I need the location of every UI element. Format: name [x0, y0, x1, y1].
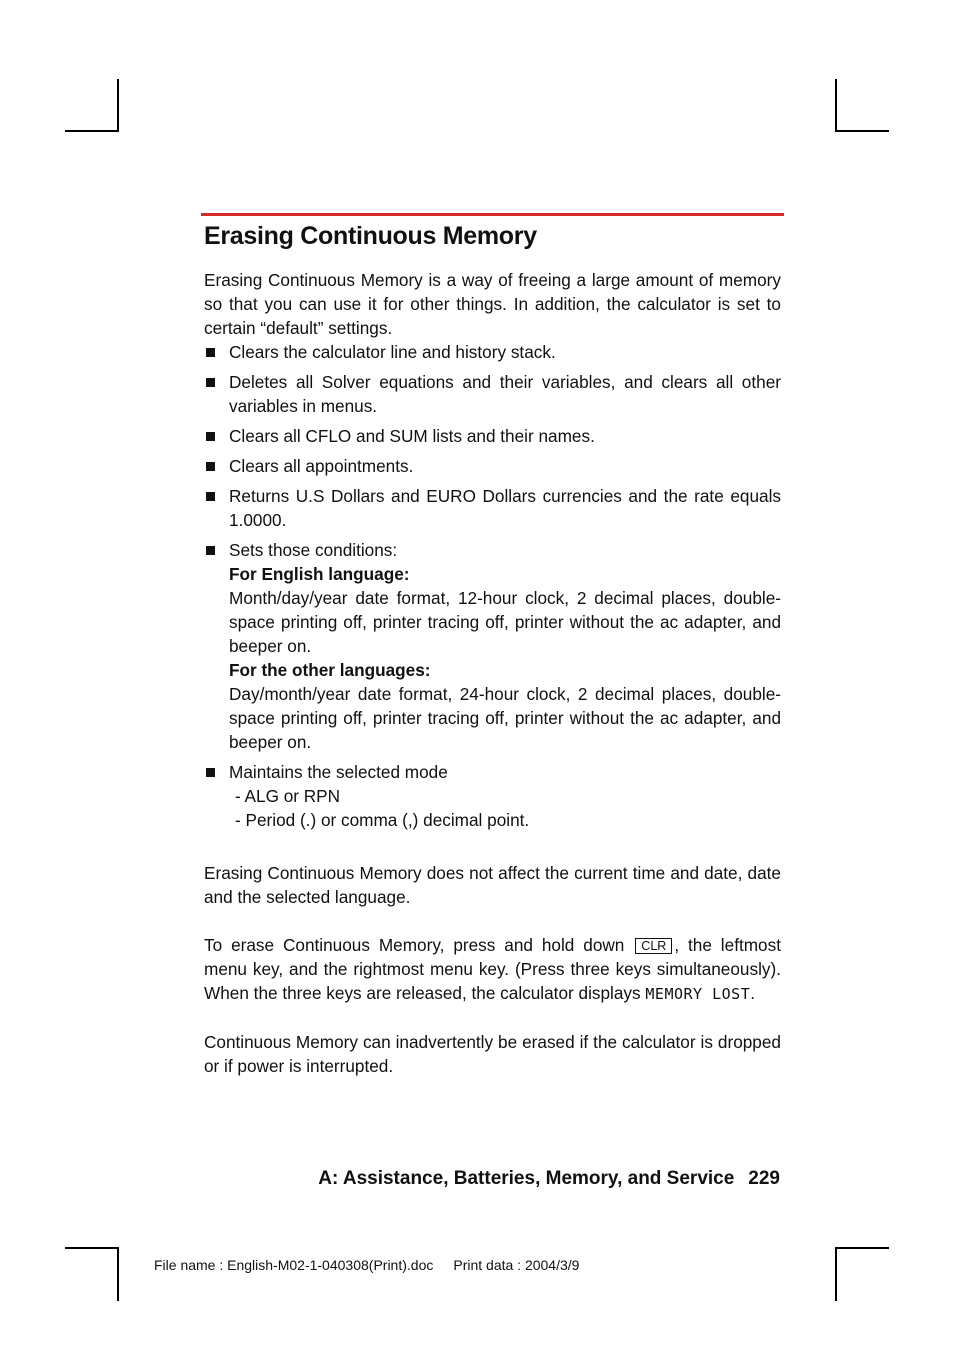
- bullet-list: [204, 340, 781, 832]
- print-file-info: [154, 1257, 579, 1273]
- other-languages-heading: For the other languages:: [229, 660, 431, 680]
- english-language-settings: Month/day/year date format, 12-hour clock, 2 decimal places, double-space printing off, printer tracing off, printer without the ac adapter, and beeper on.: [229, 588, 781, 656]
- list-item: [204, 484, 781, 532]
- list-item: [204, 340, 781, 364]
- list-item-text: Deletes all Solver equations and their variables, and clears all other variables in menus.: [229, 372, 781, 416]
- mode-option-alg-rpn: - ALG or RPN: [235, 786, 341, 806]
- page-footer: [318, 1168, 780, 1190]
- inadvertent-erase-paragraph: Continuous Memory can inadvertently be erased if the calculator is dropped or if power is interrupted.: [204, 1032, 781, 1076]
- list-item: [204, 538, 781, 754]
- list-item-text: Sets those conditions:: [229, 540, 398, 560]
- crop-mark-top-left-horizontal: [65, 130, 118, 132]
- list-item: [204, 454, 781, 478]
- square-bullet-icon: [206, 492, 215, 501]
- square-bullet-icon: [206, 546, 215, 555]
- square-bullet-icon: [206, 378, 215, 387]
- instruction-text-middle: , the leftmost menu key, and the rightmost menu key. (Press three keys simultaneously). When the three keys are released, the calculator displays: [204, 935, 781, 1003]
- list-item: [204, 424, 781, 448]
- list-item-text: Maintains the selected mode: [229, 762, 448, 782]
- page-number: 229: [748, 1168, 780, 1189]
- square-bullet-icon: [206, 348, 215, 357]
- chapter-title: A: Assistance, Batteries, Memory, and Service: [318, 1168, 735, 1189]
- list-item: [204, 370, 781, 418]
- instruction-text-end: .: [750, 983, 756, 1003]
- square-bullet-icon: [206, 462, 215, 471]
- clr-key: CLR: [635, 938, 672, 954]
- instruction-text-start: To erase Continuous Memory, press and hold down: [204, 935, 625, 955]
- crop-mark-bottom-right-vertical: [835, 1247, 837, 1301]
- crop-mark-bottom-left-vertical: [117, 1247, 119, 1301]
- print-date: Print data : 2004/3/9: [453, 1257, 580, 1273]
- crop-mark-top-left-vertical: [117, 79, 119, 132]
- list-item-text: Clears all appointments.: [229, 456, 414, 476]
- mode-option-decimal-point: - Period (.) or comma (,) decimal point.: [235, 810, 530, 830]
- page-title: Erasing Continuous Memory: [204, 222, 537, 250]
- intro-paragraph: Erasing Continuous Memory is a way of freeing a large amount of memory so that you can use it for other things. In addition, the calculator is set to certain “default” settings.: [204, 270, 781, 338]
- square-bullet-icon: [206, 432, 215, 441]
- file-name: File name : English-M02-1-040308(Print).doc: [154, 1257, 434, 1273]
- square-bullet-icon: [206, 768, 215, 777]
- crop-mark-bottom-left-horizontal: [65, 1247, 118, 1249]
- crop-mark-top-right-horizontal: [835, 130, 889, 132]
- list-item-text: Clears all CFLO and SUM lists and their names.: [229, 426, 595, 446]
- heading-rule: [201, 213, 784, 216]
- list-item-text: Returns U.S Dollars and EURO Dollars currencies and the rate equals 1.0000.: [229, 486, 781, 530]
- crop-mark-bottom-right-horizontal: [835, 1247, 889, 1249]
- crop-mark-top-right-vertical: [835, 79, 837, 132]
- erase-instructions-paragraph: [204, 933, 781, 1006]
- list-item-text: Clears the calculator line and history stack.: [229, 342, 556, 362]
- main-content: [204, 268, 781, 1078]
- other-languages-settings: Day/month/year date format, 24-hour clock, 2 decimal places, double-space printing off, printer tracing off, printer without the ac adapter, and beeper on.: [229, 684, 781, 752]
- unaffected-settings-paragraph: Erasing Continuous Memory does not affect the current time and date, date and the selected language.: [204, 863, 781, 907]
- lcd-display-message: MEMORY LOST: [645, 985, 751, 1003]
- english-language-heading: For English language:: [229, 564, 410, 584]
- list-item: [204, 760, 781, 832]
